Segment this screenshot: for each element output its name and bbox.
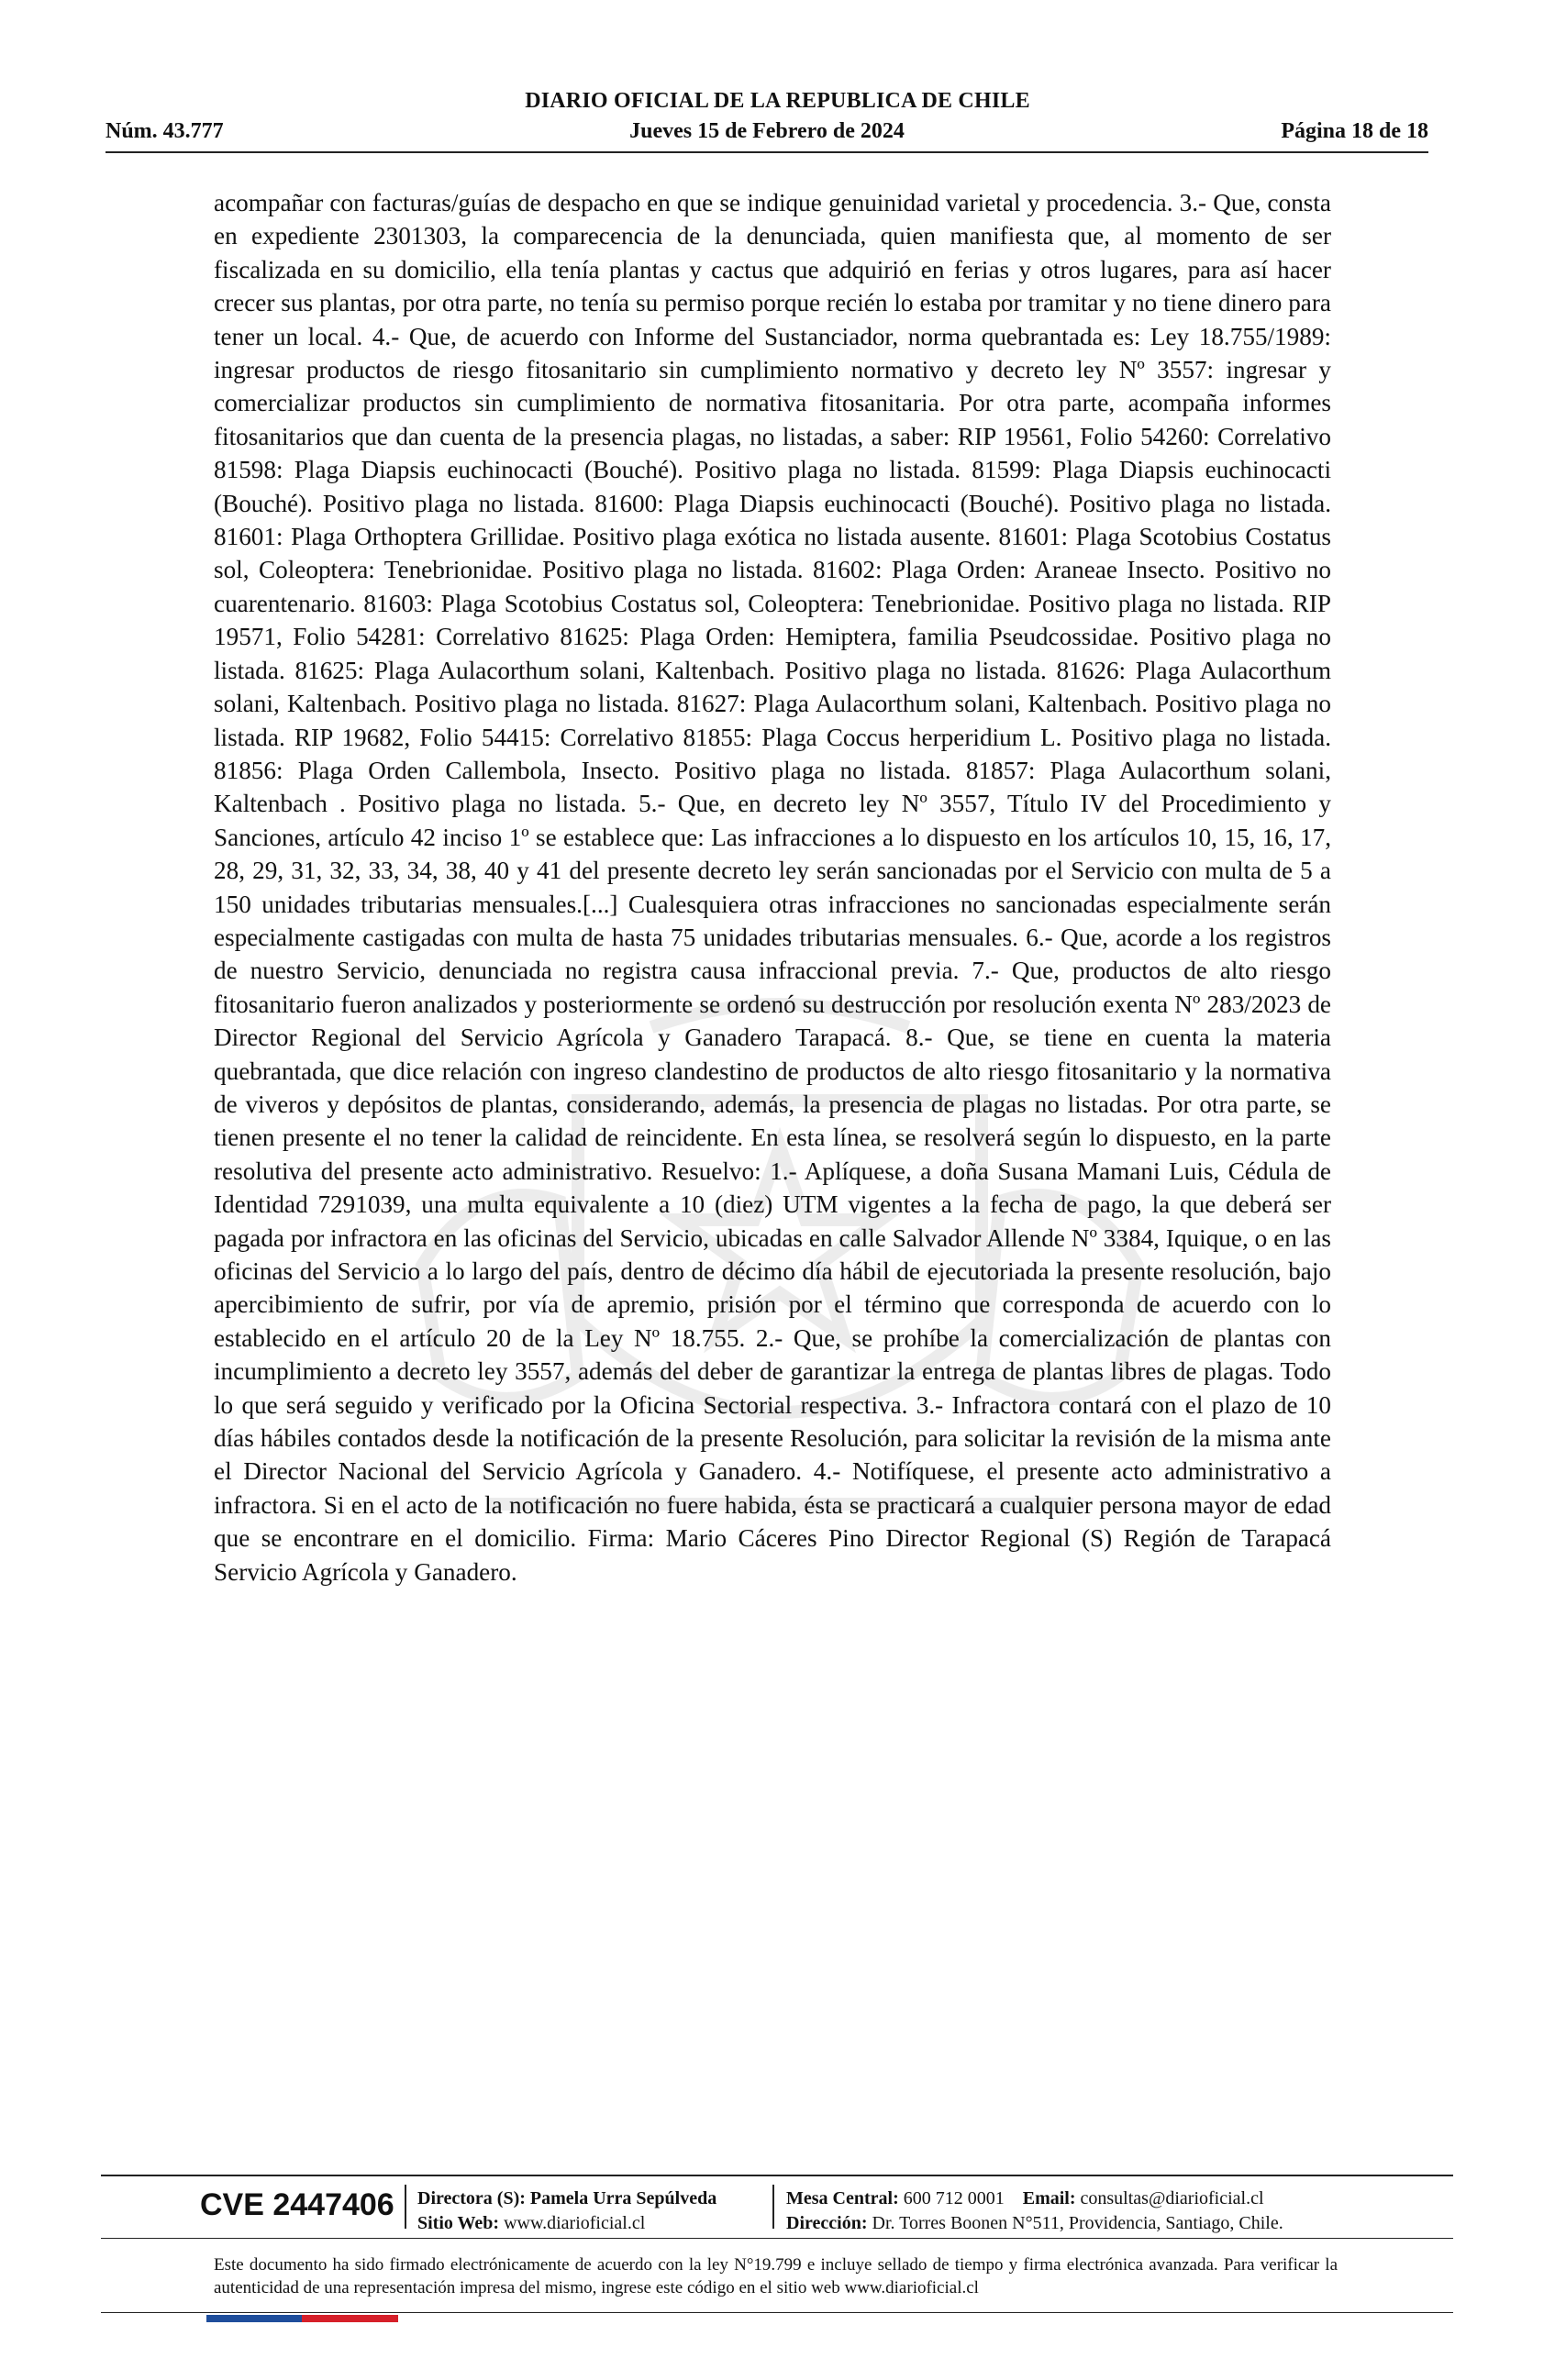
director-name: Pamela Urra Sepúlveda bbox=[529, 2188, 717, 2208]
phone-number: 600 712 0001 bbox=[903, 2188, 1005, 2208]
email-link[interactable]: consultas@diarioficial.cl bbox=[1080, 2188, 1264, 2208]
phone-label: Mesa Central: bbox=[786, 2188, 899, 2208]
director-label: Directora (S): bbox=[417, 2188, 526, 2208]
email-label: Email: bbox=[1022, 2188, 1076, 2208]
page-number: Página 18 de 18 bbox=[1281, 119, 1428, 143]
header-row bbox=[106, 119, 1428, 147]
cve-code: CVE 2447406 bbox=[200, 2187, 394, 2222]
flag-stripe-blue bbox=[206, 2315, 302, 2322]
header-divider bbox=[106, 151, 1428, 153]
footer-bottom-divider bbox=[101, 2312, 1453, 2313]
footer-top-divider bbox=[101, 2175, 1453, 2176]
footer-middle-divider bbox=[101, 2238, 1453, 2239]
electronic-signature-note: Este documento ha sido firmado electrónicamente de acuerdo con la ley N°19.799 e incluye sellado de tiempo y firma electrónica avanzada. Para verificar la autenticidad de una representación impresa del mismo, ingrese este código en el sitio web www.diarioficial.cl bbox=[214, 2255, 1338, 2297]
newspaper-title: DIARIO OFICIAL DE LA REPUBLICA DE CHILE bbox=[525, 89, 1030, 113]
address-label: Dirección: bbox=[786, 2213, 868, 2233]
issue-number: Núm. 43.777 bbox=[106, 119, 224, 143]
footer-separator-2 bbox=[772, 2185, 774, 2229]
footer-separator-1 bbox=[405, 2185, 406, 2229]
footer-director-column bbox=[417, 2186, 716, 2236]
issue-date: Jueves 15 de Febrero de 2024 bbox=[629, 119, 905, 143]
flag-stripe-red bbox=[302, 2315, 398, 2322]
footer-contact-column bbox=[786, 2186, 1283, 2236]
website-link[interactable]: www.diarioficial.cl bbox=[504, 2213, 646, 2233]
resolution-body-text: acompañar con facturas/guías de despacho en que se indique genuinidad varietal y procedencia. 3.- Que, consta en expediente 2301303, la comparecencia de la denunciada, quien manifiesta que, al momento de ser fiscalizada en su domicilio, ella tenía plantas y cactus que adquirió en ferias y otros lugares, para así hacer crecer sus plantas, por otra parte, no tenía su permiso porque recién lo estaba por tramitar y no tiene dinero para tener un local. 4.- Que, de acuerdo con Informe del Sustanciador, norma quebrantada es: Ley 18.755/1989: ingresar productos de riesgo fitosanitario sin cumplimiento normativo y decreto ley Nº 3557: ingresar y comercializar productos sin cumplimiento de normativa fitosanitaria. Por otra parte, acompaña informes fitosanitarios que dan cuenta de la presencia plagas, no listadas, a saber: RIP 19561, Folio 54260: Correlativo 81598: Plaga Diapsis euchinocacti (Bouché). Positivo plaga no listada. 81599: Plaga Diapsis euchinocacti (Bouché). Positivo plaga no listada. 81600: Plaga Diapsis euchinocacti (Bouché). Positivo plaga no listada. 81601: Plaga Orthoptera Grillidae. Positivo plaga exótica no listada ausente. 81601: Plaga Scotobius Costatus sol, Coleoptera: Tenebrionidae. Positivo plaga no listada. 81602: Plaga Orden: Araneae Insecto. Positivo no cuarentenario. 81603: Plaga Scotobius Costatus sol, Coleoptera: Tenebrionidae. Positivo plaga no listada. RIP 19571, Folio 54281: Correlativo 81625: Plaga Orden: Hemiptera, familia Pseudcossidae. Positivo plaga no listada. 81625: Plaga Aulacorthum solani, Kaltenbach. Positivo plaga no listada. 81626: Plaga Aulacorthum solani, Kaltenbach. Positivo plaga no listada. 81627: Plaga Aulacorthum solani, Kaltenbach. Positivo plaga no listada. RIP 19682, Folio 54415: Correlativo 81855: Plaga Coccus herperidium L. Positivo plaga no listada. 81856: Plaga Orden Callembola, Insecto. Positivo plaga no listada. 81857: Plaga Aulacorthum solani, Kaltenbach . Positivo plaga no listada. 5.- Que, en decreto ley Nº 3557, Título IV del Procedimiento y Sanciones, artículo 42 inciso 1º se establece que: Las infracciones a lo dispuesto en los artículos 10, 15, 16, 17, 28, 29, 31, 32, 33, 34, 38, 40 y 41 del presente decreto ley serán sancionadas por el Servicio con multa de 5 a 150 unidades tributarias mensuales.[...] Cualesquiera otras infracciones no sancionadas especialmente serán especialmente castigadas con multa de hasta 75 unidades tributarias mensuales. 6.- Que, acorde a los registros de nuestro Servicio, denunciada no registra causa infraccional previa. 7.- Que, productos de alto riesgo fitosanitario fueron analizados y posteriormente se ordenó su destrucción por resolución exenta Nº 283/2023 de Director Regional del Servicio Agrícola y Ganadero Tarapacá. 8.- Que, se tiene en cuenta la materia quebrantada, que dice relación con ingreso clandestino de productos de alto riesgo fitosanitario y la normativa de viveros y depósitos de plantas, considerando, además, la presencia de plagas no listadas. Por otra parte, se tienen presente el no tener la calidad de reincidente. En esta línea, se resolverá según lo dispuesto, en la parte resolutiva del presente acto administrativo. Resuelvo: 1.- Aplíquese, a doña Susana Mamani Luis, Cédula de Identidad 7291039, una multa equivalente a 10 (diez) UTM vigentes a la fecha de pago, la que deberá ser pagada por infractora en las oficinas del Servicio, ubicadas en calle Salvador Allende Nº 3384, Iquique, o en las oficinas del Servicio a lo largo del país, dentro de décimo día hábil de ejecutoriada la presente resolución, bajo apercibimiento de sufrir, por vía de apremio, prisión por el término que corresponda de acuerdo con lo establecido en el artículo 20 de la Ley Nº 18.755. 2.- Que, se prohíbe la comercialización de plantas con incumplimiento a decreto ley 3557, además del deber de garantizar la entrega de plantas libres de plagas. Todo lo que será seguido y verificado por la Oficina Sectorial respectiva. 3.- Infractora contará con el plazo de 10 días hábiles contados desde la notificación de la presente Resolución, para solicitar la revisión de la misma ante el Director Nacional del Servicio Agrícola y Ganadero. 4.- Notifíquese, el presente acto administrativo a infractora. Si en el acto de la notificación no fuere habida, ésta se practicará a cualquier persona mayor de edad que se encontrare en el domicilio. Firma: Mario Cáceres Pino Director Regional (S) Región de Tarapacá Servicio Agrícola y Ganadero. bbox=[214, 189, 1331, 1586]
address-text: Dr. Torres Boonen N°511, Providencia, Santiago, Chile. bbox=[872, 2213, 1283, 2233]
website-label: Sitio Web: bbox=[417, 2213, 500, 2233]
